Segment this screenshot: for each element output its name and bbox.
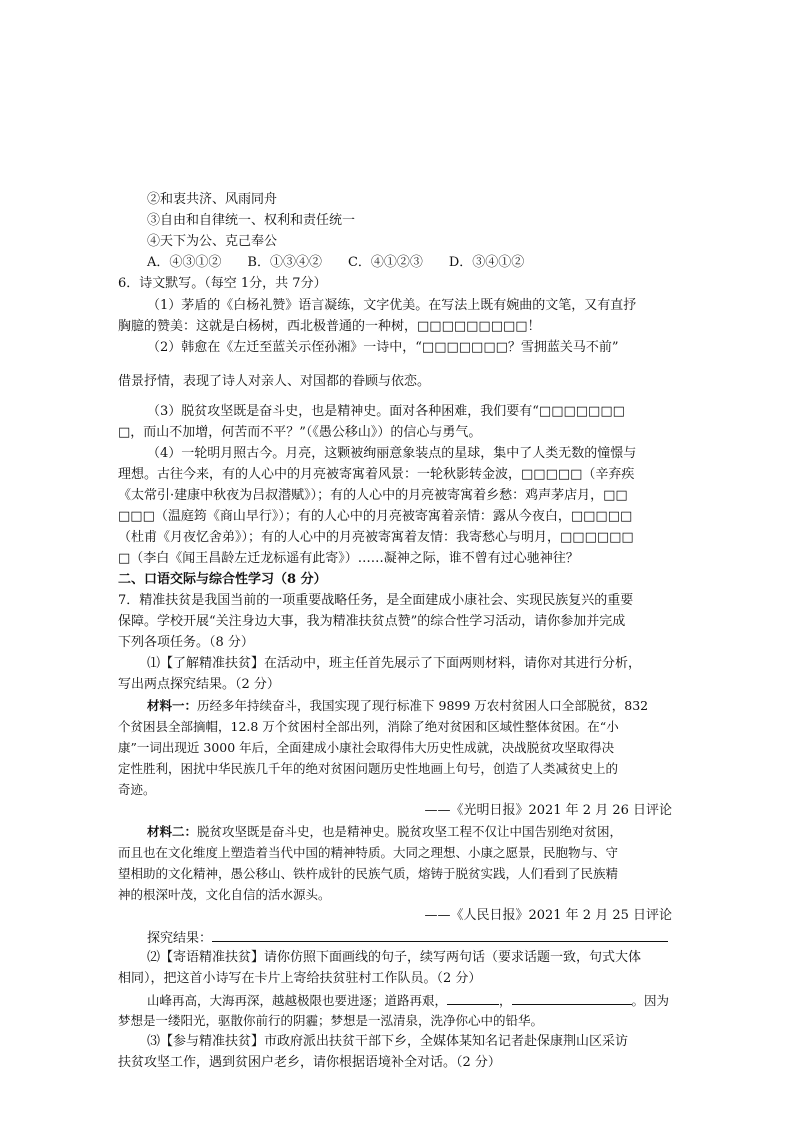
result-answer-blank[interactable] (212, 929, 668, 942)
material2-line3: 望相助的文化精神，愚公移山、铁杵成针的民族气质，熔铸于脱贫实践，人们看到了民族精 (118, 866, 619, 881)
section2-heading: 二、口语交际与综合性学习（8 分） (118, 572, 327, 587)
result-label: 探究结果： (147, 931, 213, 946)
material1-text: 历经多年持续奋斗，我国实现了现行标准下 9899 万农村贫困人口全部脱贫，832 (197, 698, 649, 713)
q7-task2-line1: ⑵【寄语精准扶贫】请你仿照下面画线的句子，续写两句话（要求话题一致，句式大体 (147, 950, 642, 965)
q7-task3-line1: ⑶【参与精准扶贫】市政府派出扶贫干部下乡，全媒体某知名记者赴保康荆山区采访 (147, 1034, 629, 1049)
poem-text-2: ， (499, 993, 512, 1008)
q6-p4-line2: 理想。古往今来，有的人心中的月亮被寄寓着风景：一轮秋影转金波，□□□□□（辛弃疾 (118, 467, 635, 482)
q6-p3-line1: （3）脱贫攻坚既是奋斗史，也是精神史。面对各种困难，我们要有“□□□□□□□ (147, 404, 625, 419)
poem-text-3: 。因为 (631, 993, 670, 1008)
poem-line1 (147, 992, 669, 1009)
q5-item-2: ②和衷共济、风雨同舟 (147, 192, 278, 207)
q6-p4-line1: （4）一轮明月照古今。月亮，这颗被绚丽意象装点的星球，集中了人类无数的憧憬与 (147, 446, 637, 461)
q6-heading: 6．诗文默写。（每空 1分，共 7分） (118, 276, 327, 291)
q6-p1-line1: （1）茅盾的《白杨礼赞》语言凝练，文字优美。在写法上既有婉曲的文笔，又有直抒 (147, 298, 637, 313)
material2-line4: 神的根深叶茂，文化自信的活水源头。 (118, 887, 331, 902)
q6-p4-line4: □□□（温庭筠《商山早行》）；有的人心中的月亮被寄寓着亲情：露从今夜白，□□□□□ (118, 509, 633, 524)
q6-p1-line2: 胸臆的赞美：这就是白杨树，西北极普通的一种树，□□□□□□□□□！ (118, 319, 541, 334)
q6-p2-line1: （2）韩愈在《左迁至蓝关示侄孙湘》一诗中，“□□□□□□□？雪拥蓝关马不前” (147, 340, 619, 355)
q6-p4-line3: 《太常引·建康中秋夜为吕叔潜赋》）；有的人心中的月亮被寄寓着乡愁：鸡声茅店月，□□ (118, 488, 628, 503)
q5-options: A．④③①② B．①③④② C．④①②③ D．③④①② (147, 255, 525, 270)
poem-blank-2[interactable] (512, 992, 632, 1005)
q7-task2-line2: 相同），把这首小诗写在卡片上寄给扶贫驻村工作队员。（2 分） (118, 971, 482, 986)
q7-task1-line2: 写出两点探究结果。（2 分） (118, 677, 280, 692)
q6-p4-line5: （杜甫《月夜忆舍弟》）；有的人心中的月亮被寄寓着友情：我寄愁心与明月，□□□□□□ (118, 530, 634, 545)
poem-text-1: 山峰再高，大海再深，越越极限也要进逐；道路再艰， (147, 993, 448, 1008)
q6-p4-line6: □（李白《闻王昌龄左迁龙标遥有此寄》）……凝神之际，谁不曾有过心驰神往？ (118, 551, 579, 566)
material1-line3: 康”一词出现近 3000 年后，全面建成小康社会取得伟大历史性成就，决战脱贫攻坚取得决 (118, 740, 615, 755)
q7-task1-line1: ⑴【了解精准扶贫】在活动中，班主任首先展示了下面两则材料，请你对其进行分析， (147, 656, 642, 671)
result-line (147, 929, 668, 947)
poem-line2: 梦想是一缕阳光，驱散你前行的阴霾；梦想是一泓清泉，洗净你心中的铅华。 (118, 1013, 544, 1028)
q7-intro-line2: 保障。学校开展“关注身边大事，我为精准扶贫点赞”的综合性学习活动，请你参加并完成 (118, 614, 626, 629)
material1-label: 材料一： (147, 698, 198, 713)
material2-text: 脱贫攻坚既是奋斗史，也是精神史。脱贫攻坚工程不仅让中国告别绝对贫困， (197, 824, 623, 839)
q5-item-3: ③自由和自律统一、权利和责任统一 (147, 213, 356, 228)
material1-line1 (147, 698, 648, 714)
material1-line2: 个贫困县全部摘帽，12.8 万个贫困村全部出列，消除了绝对贫困和区域性整体贫困。在“小 (118, 719, 619, 734)
material2-line1 (147, 824, 622, 840)
q6-p2-line2: 借景抒情，表现了诗人对亲人、对国都的眷顾与依恋。 (118, 374, 431, 389)
q5-item-4: ④天下为公、克己奉公 (147, 234, 278, 249)
q6-p3-line2: □，而山不加增，何苦而不平？”（《愚公移山》）的信心与勇气。 (118, 425, 482, 440)
q7-intro-line1: 7．精准扶贫是我国当前的一项重要战略任务，是全面建成小康社会、实现民族复兴的重要 (118, 593, 634, 608)
poem-blank-1[interactable] (447, 992, 499, 1005)
material1-line4: 定性胜利，困扰中华民族几千年的绝对贫困问题历史性地画上句号，创造了人类减贫史上的 (118, 761, 619, 776)
q7-intro-line3: 下列各项任务。（8 分） (118, 635, 254, 650)
material2-source: ——《人民日报》2021 年 2 月 25 日评论 (424, 908, 672, 923)
material1-source: ——《光明日报》2021 年 2 月 26 日评论 (424, 803, 672, 818)
q7-task3-line2: 扶贫攻坚工作，遇到贫困户老乡，请你根据语境补全对话。（2 分） (118, 1055, 501, 1070)
material1-line5: 奇迹。 (118, 782, 156, 797)
material2-line2: 而且也在文化维度上塑造着当代中国的精神特质。大同之理想、小康之愿景，民胞物与、守 (118, 845, 619, 860)
material2-label: 材料二： (147, 824, 198, 839)
